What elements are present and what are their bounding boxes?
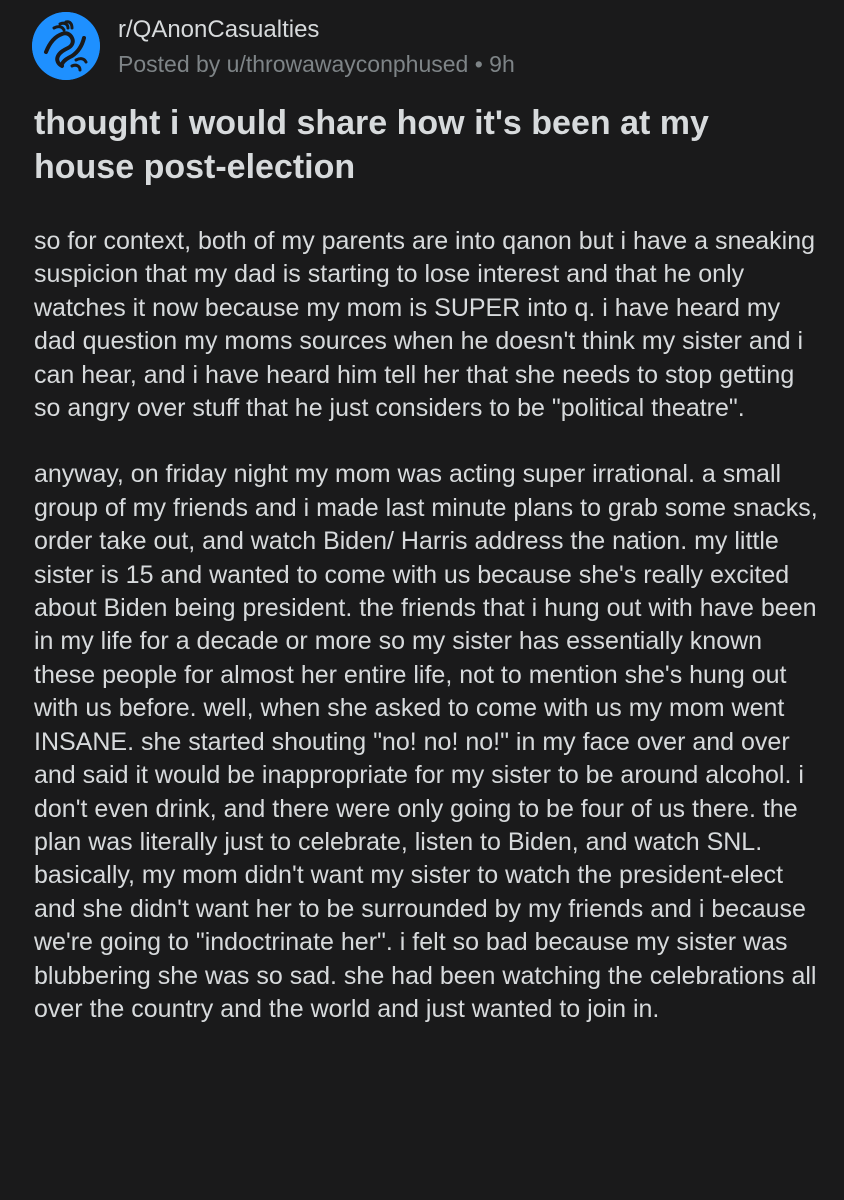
subreddit-avatar[interactable] bbox=[32, 12, 100, 80]
post-paragraph: anyway, on friday night my mom was acting super irrational. a small group of my friends and i made last minute plans to grab some snacks, order take out, and watch Biden/ Harris address the nation. my little sister is 15 and wanted to come with us because she's really excited about Biden being president. the friends that i hung out with have been in my life for a decade or more so my sister has essentially known these people for almost her entire life, not to mention she's hung out with us before. well, when she asked to come with us my mom went INSANE. she started shouting "no! no! no!" in my face over and over and said it would be inappropriate for my sister to be around alcohol. i don't even drink, and there were only going to be four of us there. the plan was literally just to celebrate, listen to Biden, and watch SNL. basically, my mom didn't want my sister to watch the president-elect and she didn't want her to be surrounded by my friends and i because we're going to "indoctrinate her". i felt so bad because my sister was blubbering she was so sad. she had been watching the celebrations all over the country and the world and just wanted to join in. bbox=[34, 460, 818, 1023]
posted-by-line: Posted by u/throwawayconphused • 9h bbox=[118, 51, 515, 77]
subreddit-name[interactable]: r/QAnonCasualties bbox=[118, 16, 320, 43]
post-title: thought i would share how it's been at my house post-election bbox=[34, 104, 709, 186]
post-header bbox=[32, 12, 515, 80]
post-meta bbox=[118, 14, 515, 78]
hands-embrace-icon bbox=[32, 12, 100, 80]
post-body bbox=[34, 225, 824, 1026]
post-paragraph: so for context, both of my parents are into qanon but i have a sneaking suspicion that my dad is starting to lose interest and that he only watches it now because my mom is SUPER into q. i have heard my dad question my moms sources when he doesn't think my sister and i can hear, and i have heard him tell her that she needs to stop getting so angry over stuff that he just considers to be "political theatre". bbox=[34, 227, 816, 423]
